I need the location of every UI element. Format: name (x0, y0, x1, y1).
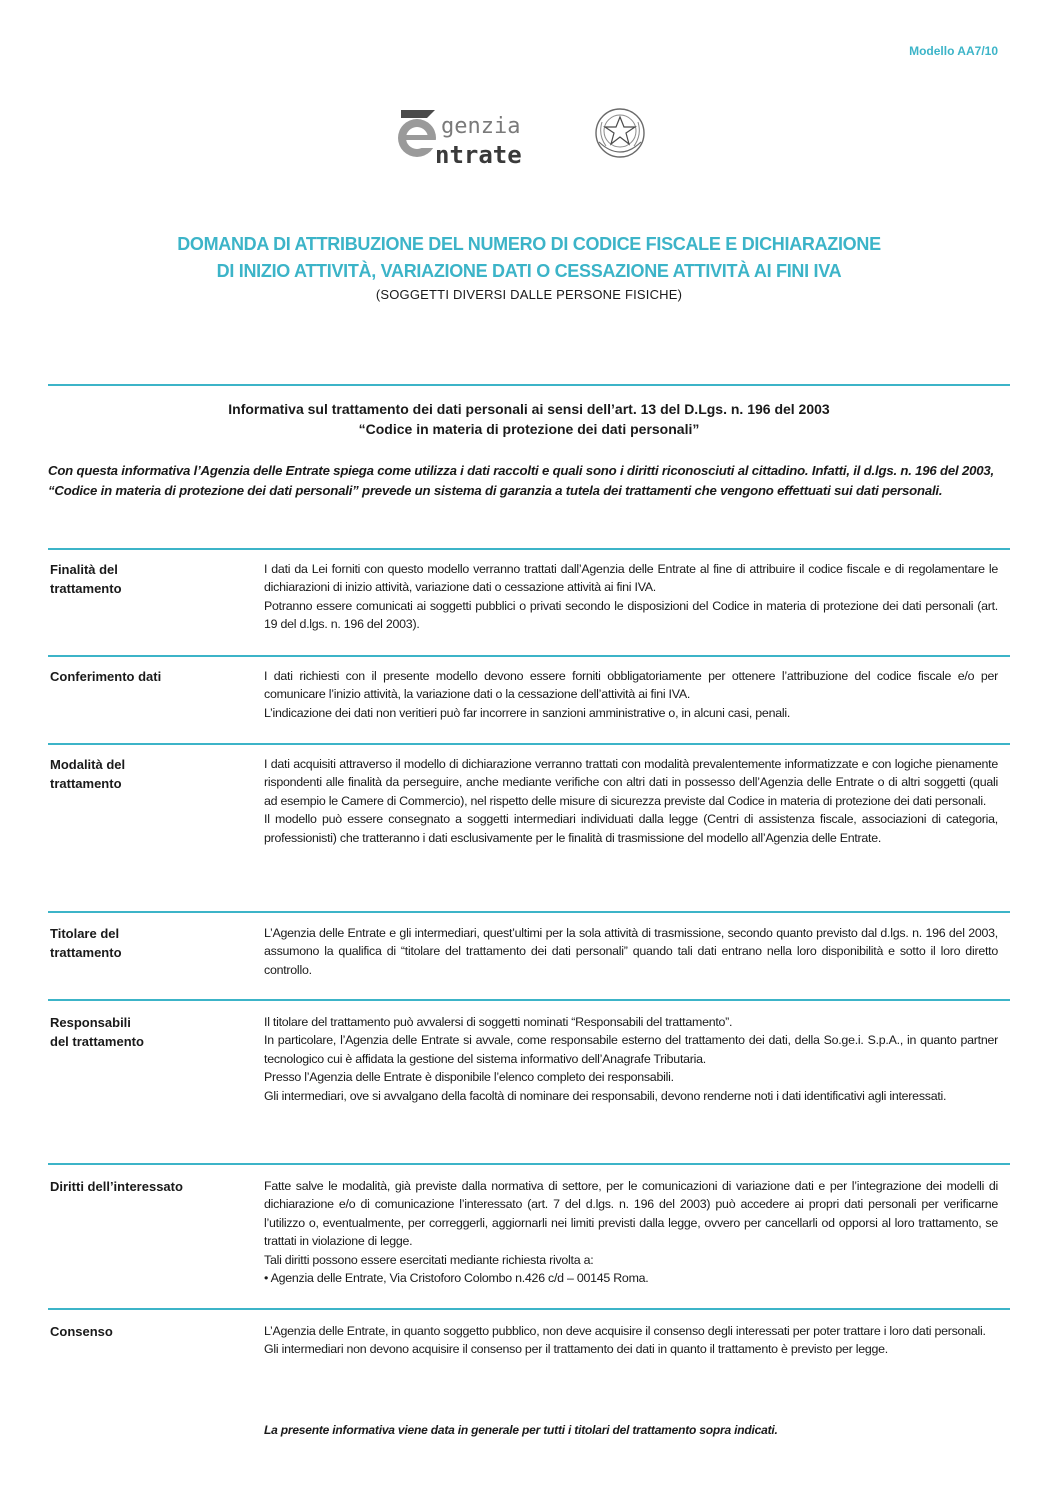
section-body (264, 924, 998, 979)
paragraph: Tali diritti possono essere esercitati mediante richiesta rivolta a: (264, 1252, 594, 1267)
informativa-heading (48, 399, 1010, 439)
logo-text-bottom: ntrate (435, 141, 522, 169)
paragraph: Presso l’Agenzia delle Entrate è disponibile l’elenco completo dei responsabili. (264, 1070, 674, 1085)
divider-top (48, 384, 1010, 386)
document-title (0, 231, 1058, 302)
paragraph: Fatte salve le modalità, già previste dalla normativa di settore, per le comunicazioni di variazione dati e per l’integrazione dei modelli di dichiarazione e/o di comunicazione l’interessato (art. 7 del d.lgs. n. 196 del 2003) può accedere ai propri dati personali per verificarne l’utilizzo o, eventualmente, per correggerli, aggiornarli nei limiti previsti dalla legge, ovvero per cancellarli od opporsi al loro trattamento, se trattati in violazione di legge. (264, 1179, 998, 1249)
informativa-heading-line-1: Informativa sul trattamento dei dati personali ai sensi dell’art. 13 del D.Lgs. n. 196 del 2003 (228, 401, 830, 417)
paragraph: L’Agenzia delle Entrate, in quanto soggetto pubblico, non deve acquisire il consenso degli interessati per poter trattare i loro dati personali. (264, 1324, 986, 1338)
paragraph: L’indicazione dei dati non veritieri può far incorrere in sanzioni amministrative o, in alcuni casi, penali. (264, 705, 791, 720)
paragraph: Il modello può essere consegnato a soggetti intermediari individuati dalla legge (Centri di assistenza fiscale, associazioni di categoria, professionisti) che tratteranno i dati esclusivamente per le finalità di trasmissione del modello all’Agenzia delle Entrate. (264, 812, 998, 845)
agenzia-entrate-logo-graphic (395, 100, 655, 170)
section-body (264, 560, 998, 634)
paragraph: Gli intermediari non devono acquisire il consenso per il trattamento dei dati in quanto il trattamento è previsto per legge. (264, 1342, 889, 1357)
section-label: Titolare del trattamento (50, 926, 122, 960)
divider (48, 999, 1010, 1001)
divider (48, 1163, 1010, 1165)
section-label: Finalità del trattamento (50, 562, 122, 596)
paragraph: Il titolare del trattamento può avvalersi di soggetti nominati “Responsabili del trattamento”. (264, 1015, 733, 1029)
document-subtitle: (SOGGETTI DIVERSI DALLE PERSONE FISICHE) (375, 287, 683, 302)
section-body (264, 1177, 998, 1287)
section-body (264, 755, 998, 847)
section-body (264, 1013, 998, 1105)
informativa-intro: Con questa informativa l’Agenzia delle Entrate spiega come utilizza i dati raccolti e quali sono i diritti riconosciuti al cittadino. Infatti, il d.lgs. n. 196 del 2003, “Codice in materia di protezione dei dati personali” prevede un sistema di garanzia a tutela dei trattamenti che vengono effettuati sui dati personali. (48, 463, 994, 498)
section-body (264, 667, 998, 722)
divider (48, 548, 1010, 550)
agenzia-entrate-logo (395, 100, 655, 170)
paragraph: • Agenzia delle Entrate, Via Cristoforo Colombo n.426 c/d – 00145 Roma. (264, 1271, 649, 1286)
model-code: Modello AA7/10 (909, 44, 998, 58)
paragraph: Potranno essere comunicati ai soggetti pubblici o privati secondo le disposizioni del Codice in materia di protezione dei dati personali (art. 19 del d.lgs. n. 196 del 2003). (264, 598, 998, 632)
paragraph: I dati acquisiti attraverso il modello di dichiarazione verranno trattati con modalità prevalentemente informatizzate e con logiche pienamente rispondenti alle finalità da perseguire, anche mediante verifiche con altri dati in possesso dell’Agenzia delle Entrate o di altri soggetti (quali ad esempio le Camere di Commercio), nel rispetto delle misure di sicurezza previste dal Codice in materia di protezione dei dati personali. (264, 757, 998, 808)
divider (48, 743, 1010, 745)
divider (48, 655, 1010, 657)
paragraph: I dati richiesti con il presente modello devono essere forniti obbligatoriamente per ottenere l’attribuzione del codice fiscale e/o per comunicare l’inizio attività, la variazione dati o la cessazione dell’attività ai fini IVA. (264, 669, 998, 702)
divider (48, 911, 1010, 913)
section-label: Diritti dell’interessato (50, 1179, 183, 1194)
section-body (264, 1322, 998, 1359)
paragraph: Gli intermediari, ove si avvalgano della facoltà di nominare dei responsabili, devono renderne noti i dati identificativi agli interessati. (264, 1088, 947, 1103)
informativa-heading-line-2: “Codice in materia di protezione dei dati personali” (358, 421, 700, 437)
logo-text-top: genzia (441, 114, 521, 139)
italian-emblem-icon (596, 109, 644, 157)
section-label: Consenso (50, 1324, 113, 1339)
paragraph: L’Agenzia delle Entrate e gli intermediari, quest’ultimi per la sola attività di trasmissione, secondo quanto previsto dal d.lgs. n. 196 del 2003, assumono la qualifica di “titolare del trattamento dei dati personali” quando tali dati entrano nella loro disponibilità e sotto il loro diretto controllo. (264, 926, 998, 977)
section-label: Conferimento dati (50, 669, 162, 684)
paragraph: I dati da Lei forniti con questo modello verranno trattati dall’Agenzia delle Entrate al fine di attribuire il codice fiscale e di regolamentare le dichiarazioni di inizio attività, variazione dati o cessazione attività ai fini IVA. (264, 562, 998, 595)
paragraph: In particolare, l’Agenzia delle Entrate si avvale, come responsabile esterno del trattamento dei dati, della So.ge.i. S.p.A., in quanto partner tecnologico cui è affidata la gestione del sistema informativo dell’Anagrafe Tributaria. (264, 1033, 998, 1066)
section-label: Responsabili del trattamento (50, 1015, 144, 1049)
title-line-2: DI INIZIO ATTIVITÀ, VARIAZIONE DATI O CESSAZIONE ATTIVITÀ AI FINI IVA (216, 261, 842, 281)
title-line-1: DOMANDA DI ATTRIBUZIONE DEL NUMERO DI CODICE FISCALE E DICHIARAZIONE (177, 234, 881, 254)
closing-note: La presente informativa viene data in generale per tutti i titolari del trattamento sopra indicati. (264, 1423, 778, 1437)
section-label: Modalità del trattamento (50, 757, 126, 791)
divider (48, 1308, 1010, 1310)
